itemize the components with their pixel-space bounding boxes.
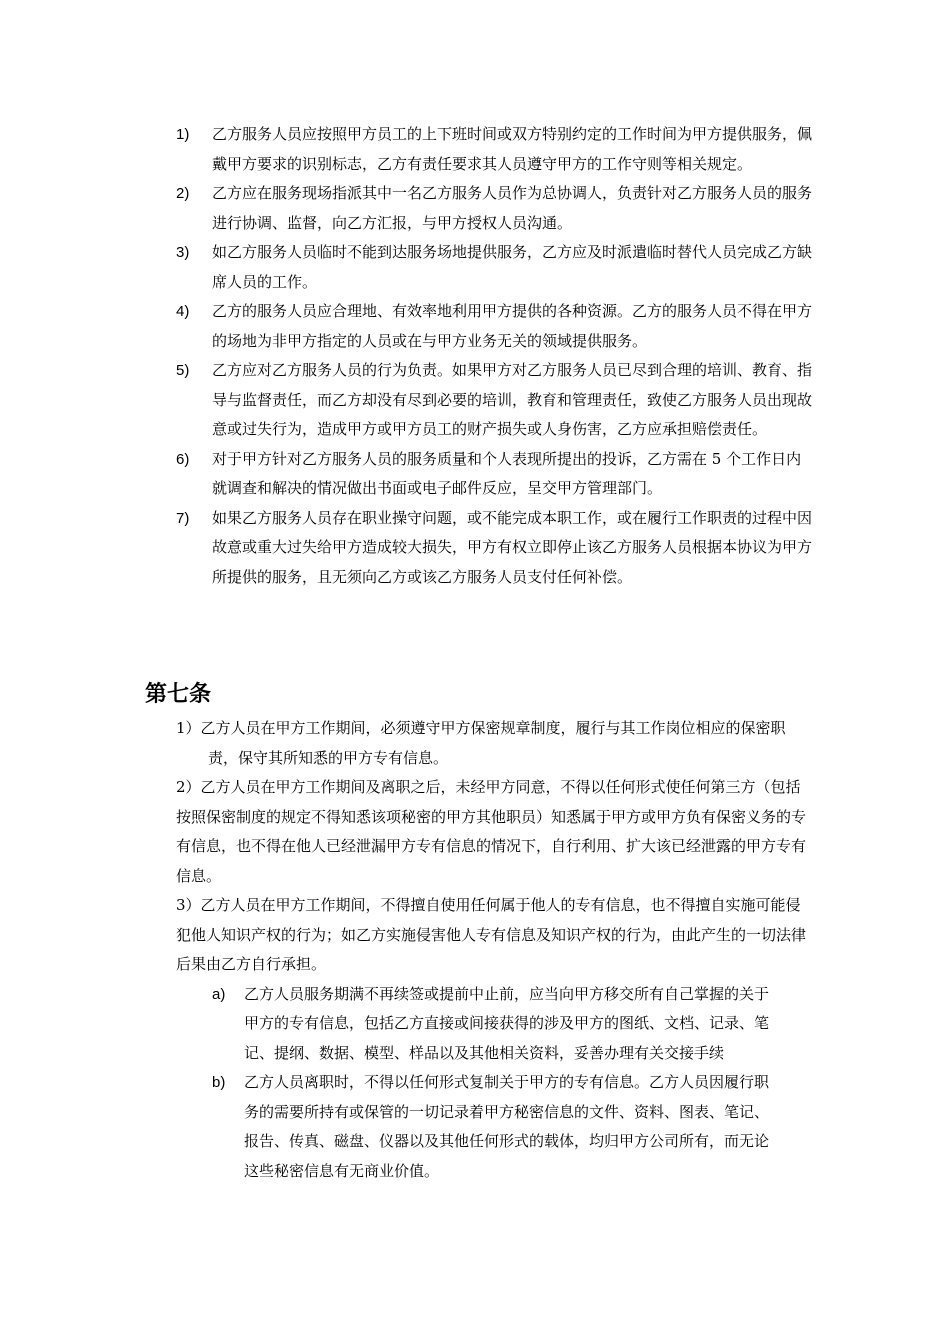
list-number: 6) — [176, 450, 190, 468]
list-text: 乙方的服务人员应合理地、有效率地利用甲方提供的各种资源。乙方的服务人员不得在甲方的场地为非甲方指定的人员或在与甲方业务无关的领域提供服务。 — [212, 302, 813, 350]
list-item — [176, 238, 816, 297]
lettered-label: b) — [212, 1074, 226, 1091]
article-heading: 第七条 — [145, 682, 212, 707]
numbered-list — [176, 120, 816, 592]
list-item — [176, 297, 816, 356]
list-number: 1) — [176, 126, 190, 143]
list-number: 3) — [176, 244, 190, 261]
list-item — [176, 445, 816, 504]
article-body — [176, 714, 814, 1186]
list-number: 5) — [176, 362, 190, 379]
lettered-item — [212, 980, 782, 1069]
lettered-label: a) — [212, 985, 226, 1003]
lettered-list — [212, 980, 782, 1187]
list-number: 4) — [176, 303, 190, 320]
list-text: 乙方应对乙方服务人员的行为负责。如果甲方对乙方服务人员已尽到合理的培训、教育、指导与监督责任，而乙方却没有尽到必要的培训，教育和管理责任，致使乙方服务人员出现故意或过失行为，造成甲方或甲方员工的财产损失或人身伤害，乙方应承担赔偿责任。 — [212, 361, 813, 438]
list-item — [176, 120, 816, 179]
list-item — [176, 504, 816, 593]
article-paragraph-2: 2）乙方人员在甲方工作期间及离职之后，未经甲方同意，不得以任何形式使任何第三方（包括按照保密制度的规定不得知悉该项秘密的甲方其他职员）知悉属于甲方或甲方负有保密义务的专有信息，也不得在他人已经泄漏甲方专有信息的情况下，自行利用、扩大该已经泄露的甲方专有信息。 — [176, 778, 807, 885]
list-item — [176, 356, 816, 445]
list-text: 对于甲方针对乙方服务人员的服务质量和个人表现所提出的投诉，乙方需在 5 个工作日内就调查和解决的情况做出书面或电子邮件反应，呈交甲方管理部门。 — [212, 449, 802, 497]
article-paragraph-1: 1）乙方人员在甲方工作期间，必须遵守甲方保密规章制度，履行与其工作岗位相应的保密职责，保守其所知悉的甲方专有信息。 — [176, 719, 786, 767]
list-text: 如果乙方服务人员存在职业操守问题，或不能完成本职工作，或在履行工作职责的过程中因故意或重大过失给甲方造成较大损失，甲方有权立即停止该乙方服务人员根据本协议为甲方所提供的服务，且无须向乙方或该乙方服务人员支付任何补偿。 — [212, 508, 813, 586]
lettered-text: 乙方人员离职时，不得以任何形式复制关于甲方的专有信息。乙方人员因履行职务的需要所持有或保管的一切记录着甲方秘密信息的文件、资料、图表、笔记、报告、传真、磁盘、仪器以及其他任何形式的载体，均归甲方公司所有，而无论这些秘密信息有无商业价值。 — [244, 1073, 770, 1180]
list-text: 如乙方服务人员临时不能到达服务场地提供服务，乙方应及时派遣临时替代人员完成乙方缺席人员的工作。 — [212, 243, 813, 291]
list-text: 乙方应在服务现场指派其中一名乙方服务人员作为总协调人，负责针对乙方服务人员的服务进行协调、监督，向乙方汇报，与甲方授权人员沟通。 — [212, 184, 813, 232]
lettered-item — [212, 1068, 782, 1186]
article-paragraph-3: 3）乙方人员在甲方工作期间，不得擅自使用任何属于他人的专有信息，也不得擅自实施可能侵犯他人知识产权的行为；如乙方实施侵害他人专有信息及知识产权的行为，由此产生的一切法律后果由乙方自行承担。 — [176, 896, 807, 973]
list-item — [176, 179, 816, 238]
lettered-text: 乙方人员服务期满不再续签或提前中止前，应当向甲方移交所有自己掌握的关于甲方的专有信息，包括乙方直接或间接获得的涉及甲方的图纸、文档、记录、笔记、提纲、数据、模型、样品以及其他相关资料，妥善办理有关交接手续 — [244, 984, 770, 1062]
list-text: 乙方服务人员应按照甲方员工的上下班时间或双方特别约定的工作时间为甲方提供服务，佩戴甲方要求的识别标志，乙方有责任要求其人员遵守甲方的工作守则等相关规定。 — [212, 125, 813, 173]
list-number: 2) — [176, 185, 190, 202]
list-number: 7) — [176, 509, 190, 527]
